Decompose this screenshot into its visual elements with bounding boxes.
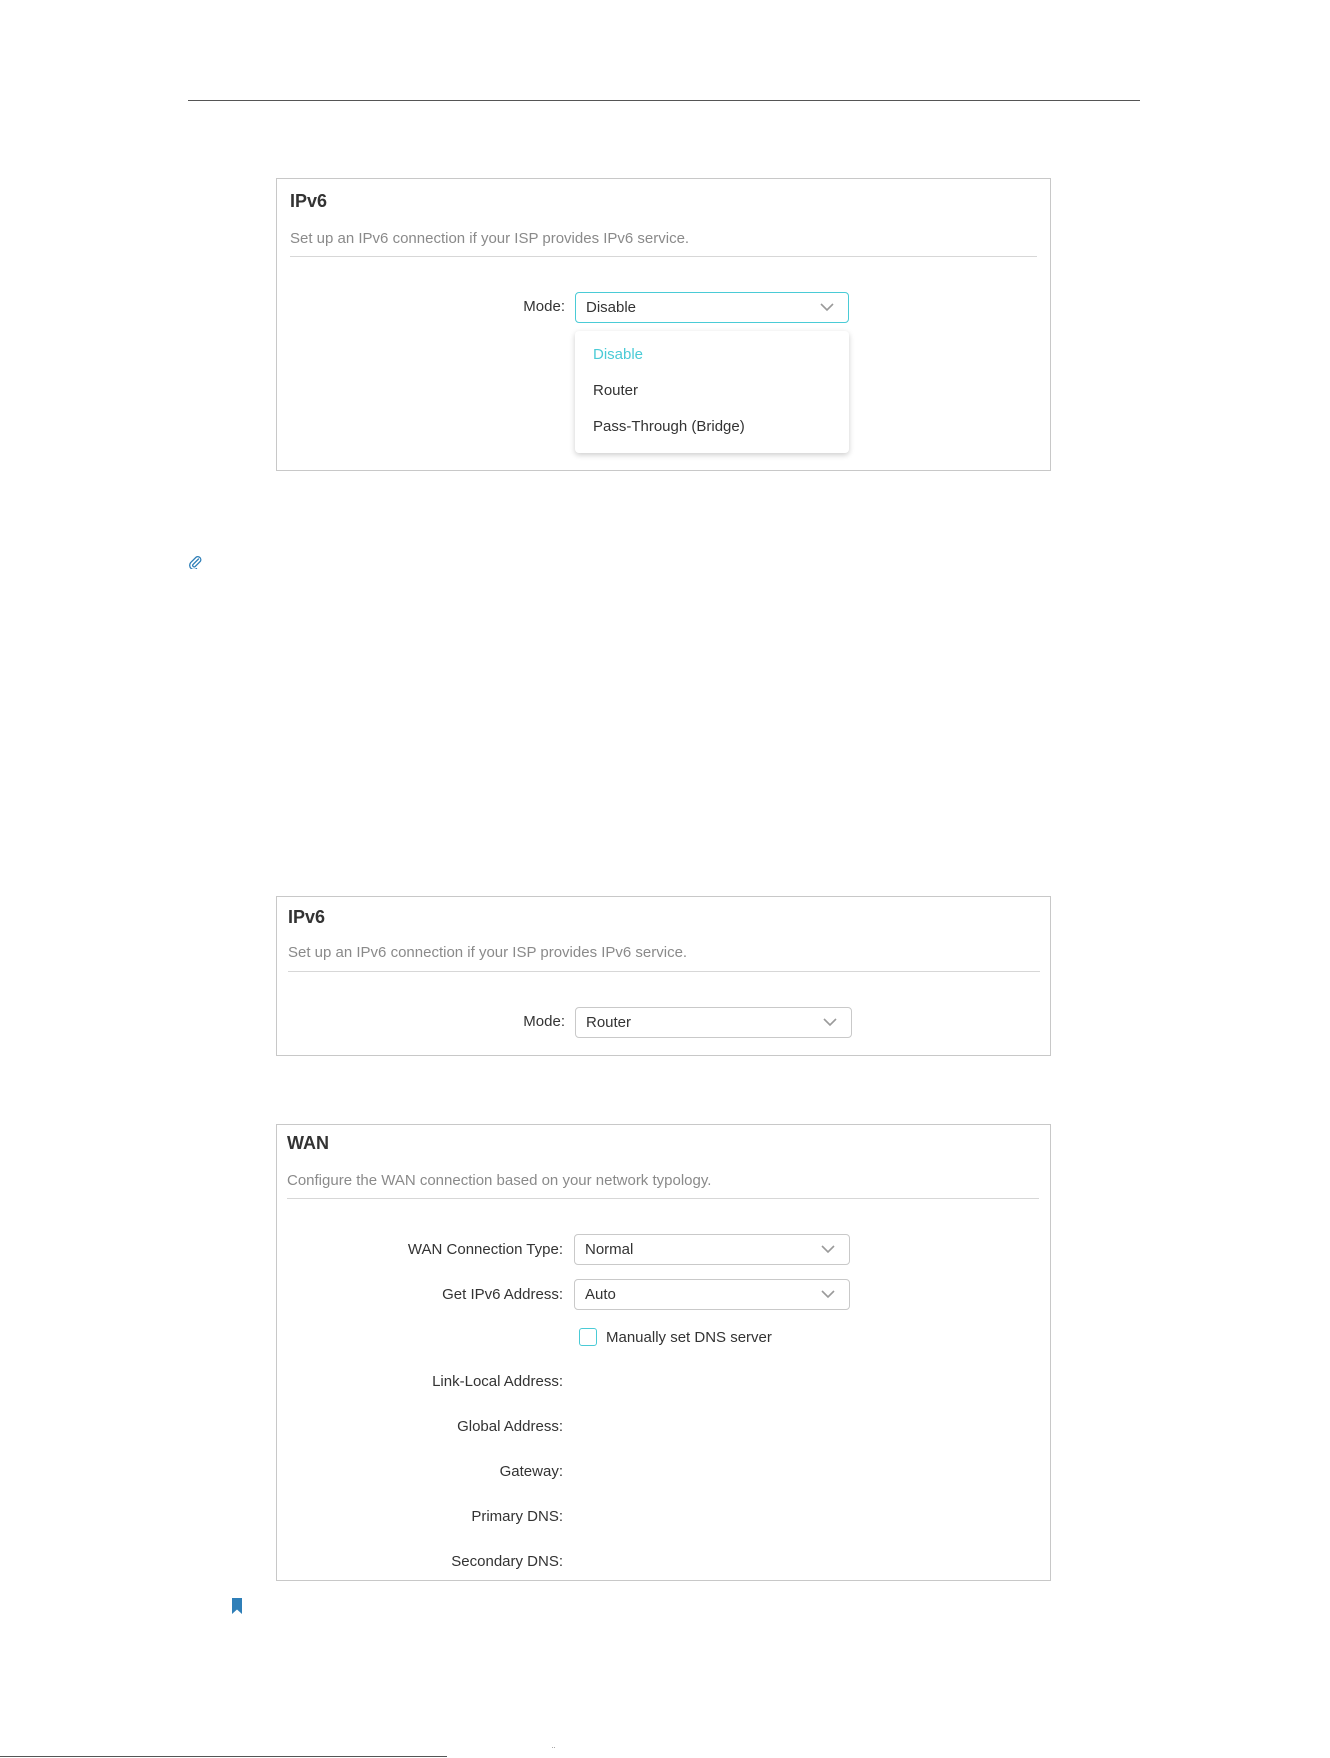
mode-label: Mode: xyxy=(523,1013,565,1030)
panel-description: Set up an IPv6 connection if your ISP provides IPv6 service. xyxy=(290,230,690,247)
chevron-down-icon xyxy=(823,1015,837,1029)
mode-select-value: Disable xyxy=(586,299,637,316)
panel-description: Set up an IPv6 connection if your ISP provides IPv6 service. xyxy=(288,944,688,961)
paperclip-icon xyxy=(188,555,202,569)
get-ipv6-address-select[interactable] xyxy=(574,1279,850,1310)
panel-title: IPv6 xyxy=(290,191,328,211)
mode-dropdown-menu xyxy=(575,331,849,453)
chevron-down-icon xyxy=(821,1242,835,1256)
link-local-address-label: Link-Local Address: xyxy=(432,1373,563,1390)
panel-divider xyxy=(287,1198,1039,1199)
gateway-label: Gateway: xyxy=(499,1463,563,1480)
secondary-dns-label: Secondary DNS: xyxy=(451,1553,563,1570)
page-header-rule xyxy=(188,100,1140,101)
panel-divider xyxy=(288,971,1040,972)
mode-label: Mode: xyxy=(523,298,565,315)
manual-dns-checkbox[interactable] xyxy=(579,1328,597,1346)
chevron-down-icon xyxy=(821,1287,835,1301)
mode-select[interactable] xyxy=(575,292,849,323)
mode-select-value: Router xyxy=(586,1014,632,1031)
panel-title: IPv6 xyxy=(288,907,326,927)
page-footer-rule xyxy=(0,1756,447,1757)
get-ipv6-address-value: Auto xyxy=(585,1286,616,1303)
mode-select[interactable] xyxy=(575,1007,852,1038)
global-address-label: Global Address: xyxy=(457,1418,563,1435)
chevron-down-icon xyxy=(820,300,834,314)
manual-dns-label[interactable]: Manually set DNS server xyxy=(606,1329,772,1346)
primary-dns-label: Primary DNS: xyxy=(471,1508,563,1525)
ipv6-panel-router xyxy=(276,896,1051,1056)
wan-connection-type-select[interactable] xyxy=(574,1234,850,1265)
panel-divider xyxy=(290,256,1037,257)
panel-title: WAN xyxy=(287,1133,329,1153)
wan-connection-type-value: Normal xyxy=(585,1241,634,1258)
mode-option-disable[interactable]: Disable xyxy=(593,346,644,363)
mode-option-pass-through[interactable]: Pass-Through (Bridge) xyxy=(593,418,745,435)
panel-description: Configure the WAN connection based on your network typology. xyxy=(287,1172,712,1189)
get-ipv6-address-label: Get IPv6 Address: xyxy=(442,1286,563,1303)
bookmark-icon xyxy=(231,1598,243,1614)
mode-option-router[interactable]: Router xyxy=(593,382,639,399)
wan-connection-type-label: WAN Connection Type: xyxy=(407,1241,563,1258)
page-footer-mark: ¨ xyxy=(552,1746,556,1757)
ipv6-panel-dropdown xyxy=(276,178,1051,471)
wan-panel xyxy=(276,1124,1051,1581)
